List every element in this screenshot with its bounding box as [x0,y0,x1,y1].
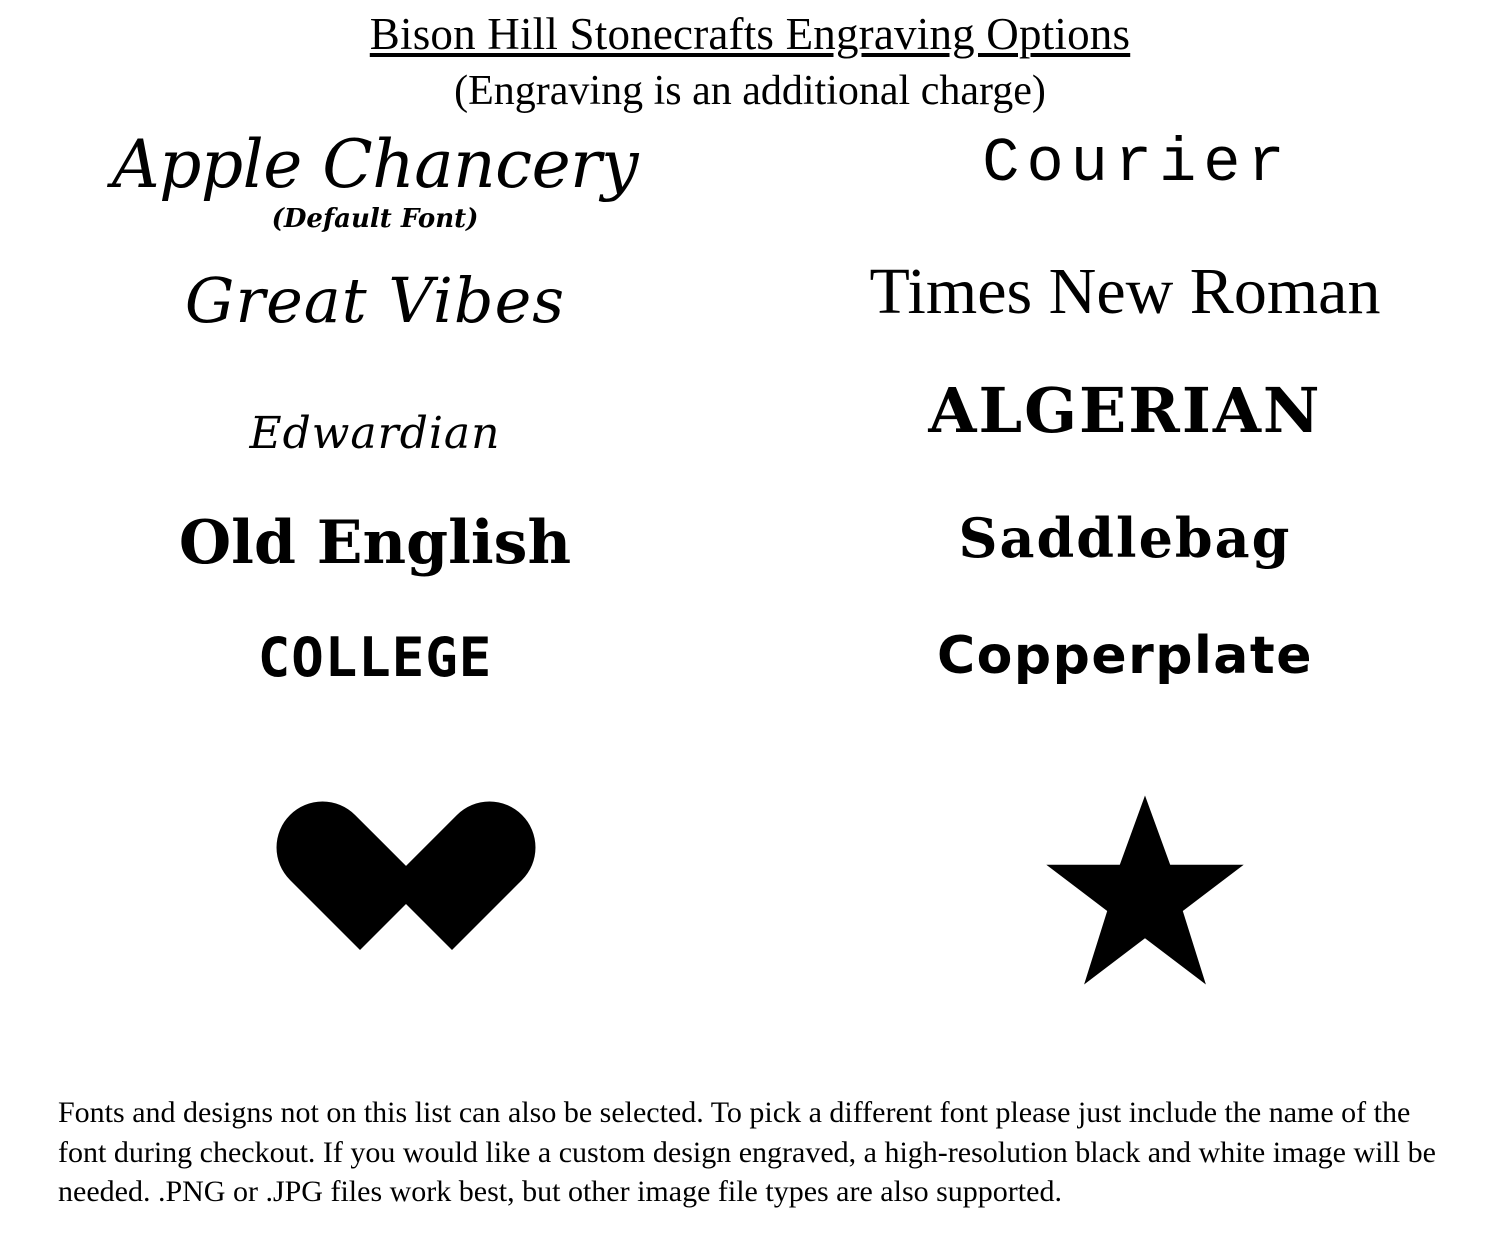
design-sample-heart [0,786,750,996]
font-sample-old-english: Old English [178,507,572,578]
font-sample-column-right [750,126,1500,786]
font-sample-saddlebag: Saddlebag [958,505,1292,570]
page-header [0,0,1500,116]
footer-note: Fonts and designs not on this list can also be selected. To pick a different font please just include the name of the font during checkout. If you would like a custom design engraved, a high-resolution black and white image will be needed. .PNG or .JPG files work best, but other image file types are also supported. [58,1096,1436,1209]
font-sample-times-new-roman: Times New Roman [869,254,1381,328]
font-sample-college: COLLEGE [257,625,493,689]
font-sample-courier: Courier [982,127,1292,199]
heart-icon [270,805,450,977]
font-sample-copperplate: Copperplate [936,625,1313,686]
star-icon [1040,791,1250,991]
font-sample-apple-chancery: Apple Chancery [111,125,639,203]
page-title: Bison Hill Stonecrafts Engraving Options [369,9,1131,59]
font-sample-great-vibes: Great Vibes [184,263,566,337]
font-sample-column-left [0,126,750,786]
font-sample-grid [0,126,1500,786]
font-sample-apple-chancery-note: (Default Font) [271,203,479,234]
font-sample-algerian: ALGERIAN [928,373,1322,447]
design-samples [0,786,1500,996]
design-sample-star [750,786,1500,996]
font-sample-edwardian: Edwardian [249,407,501,459]
page-subtitle: (Engraving is an additional charge) [454,67,1046,114]
